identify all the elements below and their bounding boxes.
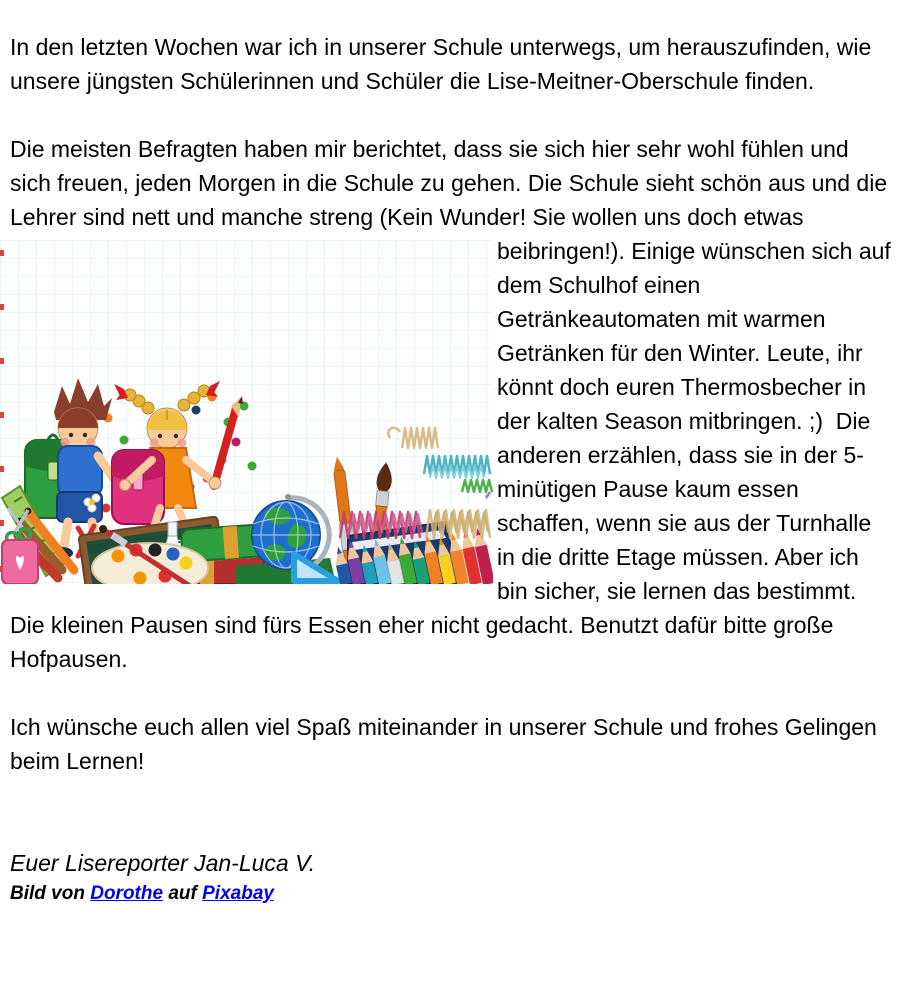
credit-link-dorothe[interactable]: Dorothe xyxy=(90,883,164,904)
paragraph-main-after-image: Wunder! Sie wollen uns doch etwas beibringen!). Einige wünschen sich auf dem Schulhof einen Getränkeautomaten mit warmen Getränken für den Winter. Leute, ihr könnt doch euren Thermosbecher in der kalten Season mitbringen. ;) Die anderen erzählen, dass sie in der 5-minütigen Pause kaum essen schaffen, wenn sie aus der Turnhalle in die dritte Etage müssen. Aber ich bin sicher, sie lernen das bestimmt. Die kleinen Pausen sind fürs Essen eher nicht gedacht. Benutzt dafür bitte große Hofpausen. xyxy=(10,204,891,672)
school-children-illustration-svg xyxy=(0,240,493,584)
school-children-illustration xyxy=(0,240,493,584)
paragraph-main-before-image: Die meisten Befragten haben mir berichtet, dass sie sich hier sehr wohl fühlen und sich freuen, jeden Morgen in die Schule zu gehen. Die Schule sieht schön aus und die Lehrer sind nett und manche streng (Kein xyxy=(10,136,888,230)
paragraph-intro: In den letzten Wochen war ich in unserer Schule unterwegs, um herauszufinden, wie unsere jüngsten Schülerinnen und Schüler die Lise-Meitner-Oberschule finden. xyxy=(10,34,872,94)
credit-middle: auf xyxy=(163,883,203,904)
article-page xyxy=(0,30,903,908)
paragraph-main xyxy=(10,132,893,676)
paragraph-closing: Ich wünsche euch allen viel Spaß miteinander in unserer Schule und frohes Gelingen beim Lernen! xyxy=(10,714,877,774)
credit-prefix: Bild von xyxy=(10,883,91,904)
signature-line: Euer Lisereporter Jan-Luca V. xyxy=(10,850,316,876)
image-credit-line xyxy=(10,880,893,908)
credit-link-pixabay[interactable]: Pixabay xyxy=(202,883,274,904)
